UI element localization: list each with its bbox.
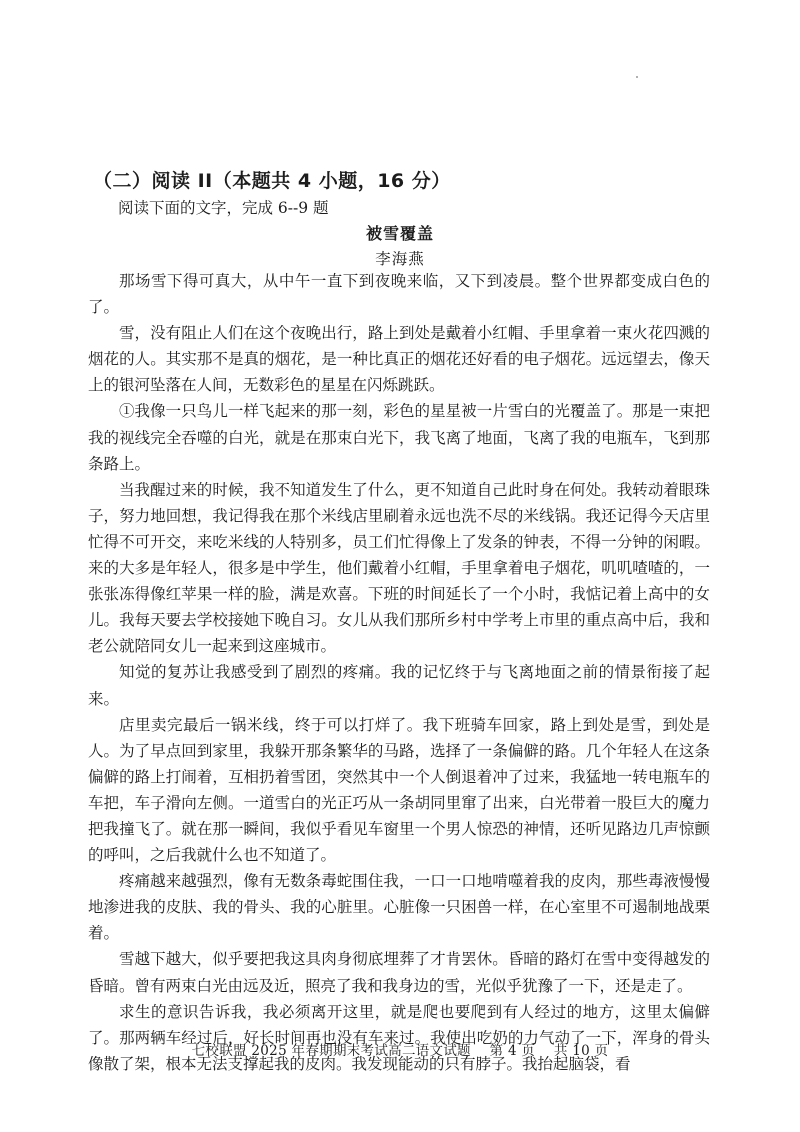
- paragraph-1: 那场雪下得可真大，从中午一直下到夜晚来临，又下到凌晨。整个世界都变成白色的了。: [88, 272, 710, 317]
- footer-page-current: 第 4 页: [489, 1043, 536, 1059]
- section-heading: （二）阅读 II（本题共 4 小题，16 分）: [93, 170, 451, 192]
- paragraph-4: 当我醒过来的时候，我不知道发生了什么，更不知道自己此时身在何处。我转动着眼珠子，努力地回想，我记得我在那个米线店里刷着永远也洗不尽的米线锅。我还记得今天店里忙得不可开交，来吃米线的人特别多，员工们忙得像上了发条的钟表，不得一分钟的闲暇。来的大多是年轻人，很多是中学生，他们戴着小红帽，手里拿着电子烟花，叽叽喳喳的，一张张冻得像红苹果一样的脸，满是欢喜。下班的时间延长了一个小时，我惦记着上高中的女儿。我每天要去学校接她下晚自习。女儿从我们那所乡村中学考上市里的重点高中后，我和老公就陪同女儿一起来到这座城市。: [88, 480, 710, 656]
- article-author: 李海燕: [375, 250, 425, 268]
- paragraph-6: 店里卖完最后一锅米线，终于可以打烊了。我下班骑车回家，路上到处是雪，到处是人。为了早点回到家里，我躲开那条繁华的马路，选择了一条偏僻的路。几个年轻人在这条偏僻的路上打闹着，互相扔着雪团，突然其中一个人倒退着冲了过来，我猛地一转电瓶车的车把，车子滑向左侧。一道雪白的光正巧从一条胡同里窜了出来，白光带着一股巨大的魔力把我撞飞了。就在那一瞬间，我似乎看见车窗里一个男人惊恐的神情，还听见路边几声惊颤的呼叫，之后我就什么也不知道了。: [88, 715, 710, 865]
- paragraph-8: 雪越下越大，似乎要把我这具肉身彻底埋葬了才肯罢休。昏暗的路灯在雪中变得越发的昏暗。曾有两束白光由远及近，照亮了我和我身边的雪，光似乎犹豫了一下，还是走了。: [88, 950, 710, 995]
- paragraph-2: 雪，没有阻止人们在这个夜晚出行，路上到处是戴着小红帽、手里拿着一束火花四溅的烟花的人。其实那不是真的烟花，是一种比真正的烟花还好看的电子烟花。远远望去，像天上的银河坠落在人间，无数彩色的星星在闪烁跳跃。: [88, 324, 710, 395]
- footer-exam-title: 七校联盟 2025 年春期期末考试高二语文试题: [191, 1043, 471, 1059]
- paragraph-5: 知觉的复苏让我感受到了剧烈的疼痛。我的记忆终于与飞离地面之前的情景衔接了起来。: [88, 663, 710, 708]
- article-title: 被雪覆盖: [365, 224, 434, 243]
- paragraph-9: 求生的意识告诉我，我必须离开这里，就是爬也要爬到有人经过的地方，这里太偏僻了。那两辆车经过后，好长时间再也没有车来过。我使出吃奶的力气动了一下，浑身的骨头像散了架，根本无法支撑起我的皮肉。我发现能动的只有脖子。我抬起脑袋，看: [88, 1002, 710, 1073]
- scan-speck: [636, 76, 638, 78]
- reading-instruction: 阅读下面的文字，完成 6--9 题: [118, 199, 329, 217]
- page-footer: [0, 1039, 800, 1059]
- paragraph-3: ①我像一只鸟儿一样飞起来的那一刻，彩色的星星被一片雪白的光覆盖了。那是一束把我的视线完全吞噬的白光，就是在那束白光下，我飞离了地面，飞离了我的电瓶车，飞到那条路上。: [88, 402, 710, 473]
- article-body: [88, 268, 710, 1077]
- paragraph-7: 疼痛越来越强烈，像有无数条毒蛇围住我，一口一口地啃噬着我的皮肉，那些毒液慢慢地渗进我的皮肤、我的骨头、我的心脏里。心脏像一只困兽一样，在心室里不可遏制地战栗着。: [88, 872, 710, 943]
- footer-page-total: 共 10 页: [553, 1043, 609, 1059]
